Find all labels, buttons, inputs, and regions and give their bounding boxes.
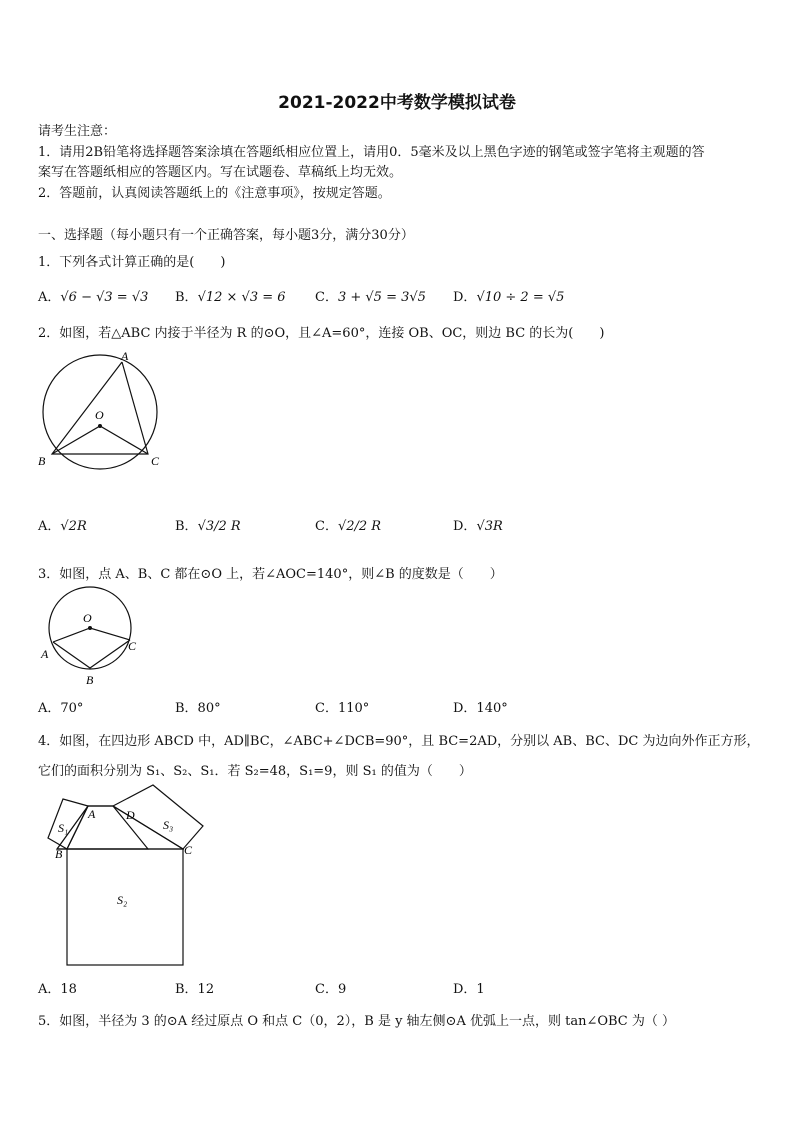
label-c: C	[184, 843, 193, 857]
option-letter: B．	[175, 290, 198, 305]
option-expr: √2/2 R	[337, 519, 382, 534]
option-expr: √6 − √3 = √3	[60, 290, 149, 305]
notice-item: 2．答题前，认真阅读答题纸上的《注意事项》，按规定答题。	[38, 186, 391, 201]
q1-option-c	[315, 286, 426, 305]
question-3-stem: 3．如图，点 A、B、C 都在⊙O 上，若∠AOC=140°，则∠B 的度数是（ ）	[38, 567, 503, 582]
label-d: D	[126, 808, 135, 822]
section-heading: 一、选择题（每小题只有一个正确答案，每小题3分，满分30分）	[38, 228, 414, 243]
label-o: O	[95, 408, 104, 422]
question-1-stem: 1．下列各式计算正确的是( )	[38, 255, 226, 270]
label-c: C	[128, 639, 137, 653]
option-letter: B．	[175, 519, 198, 534]
q1-option-d	[453, 286, 564, 305]
option-letter: A．	[38, 290, 61, 305]
question-5-stem: 5．如图，半径为 3 的⊙A 经过原点 O 和点 C（0，2），B 是 y 轴左侧⊙A 优弧上一点，则 tan∠OBC 为（ ）	[38, 1014, 676, 1029]
q1-option-a	[38, 286, 148, 305]
q3-circle-figure	[36, 586, 146, 690]
label-a: A	[121, 349, 129, 363]
q4-option-c: C．9	[315, 982, 347, 997]
label-s3: S₃	[163, 818, 174, 832]
label-c: C	[151, 454, 160, 468]
center-point	[88, 626, 92, 630]
question-4-stem-line-2: 它们的面积分别为 S₁、S₂、S₁．若 S₂=48，S₁=9，则 S₁ 的值为（ ）	[38, 764, 472, 779]
option-letter: A．	[38, 519, 61, 534]
option-expr: √2R	[60, 519, 87, 534]
edge-ab	[67, 806, 88, 849]
option-letter: C．	[315, 290, 338, 305]
label-a: A	[41, 647, 49, 661]
q3-option-b: B．80°	[175, 701, 221, 716]
option-letter: C．	[315, 519, 338, 534]
page-title: 2021-2022中考数学模拟试卷	[278, 93, 516, 113]
radii-oa-oc	[53, 628, 130, 642]
option-expr: √3/2 R	[197, 519, 241, 534]
option-letter: D．	[453, 519, 477, 534]
label-a: A	[88, 807, 96, 821]
q3-option-c: C．110°	[315, 701, 370, 716]
q2-option-a	[38, 515, 87, 534]
radii-ob-oc	[52, 426, 148, 454]
q4-option-a: A．18	[38, 982, 77, 997]
question-4-stem-line-1: 4．如图，在四边形 ABCD 中，AD∥BC，∠ABC+∠DCB=90°，且 BC=2AD，分别以 AB、BC、DC 为边向外作正方形，	[38, 734, 760, 749]
label-s2: S₂	[117, 893, 128, 907]
option-expr: √3R	[476, 519, 503, 534]
square-s2	[67, 849, 183, 965]
q4-option-b: B．12	[175, 982, 215, 997]
notice-item: 1．请用2B铅笔将选择题答案涂填在答题纸相应位置上，请用0．5毫米及以上黑色字迹的钢笔或签字笔将主观题的答	[38, 145, 705, 160]
label-o: O	[83, 611, 92, 625]
label-s1: S₁	[58, 821, 69, 835]
q2-option-c	[315, 515, 381, 534]
label-b: B	[38, 454, 46, 468]
q3-option-a: A．70°	[38, 701, 84, 716]
question-2-stem: 2．如图，若△ABC 内接于半径为 R 的⊙O，且∠A=60°，连接 OB、OC，则边 BC 的长为( )	[38, 326, 605, 341]
q2-option-b	[175, 515, 241, 534]
q4-squares-figure	[40, 782, 220, 972]
chords-ab-bc	[53, 640, 130, 668]
notice-heading: 请考生注意：	[38, 124, 117, 139]
center-point	[98, 424, 102, 428]
q4-option-d: D．1	[453, 982, 485, 997]
option-expr: √12 × √3 = 6	[197, 290, 286, 305]
option-expr: √10 ÷ 2 = √5	[476, 290, 565, 305]
q1-option-b	[175, 286, 286, 305]
label-b: B	[86, 673, 94, 687]
option-expr: 3 + √5 = 3√5	[337, 290, 426, 305]
label-b: B	[55, 847, 63, 861]
q2-circle-figure	[34, 348, 174, 476]
q2-option-d	[453, 515, 503, 534]
q3-option-d: D．140°	[453, 701, 508, 716]
option-letter: D．	[453, 290, 477, 305]
notice-item: 案写在答题纸相应的答题区内。写在试题卷、草稿纸上均无效。	[38, 165, 403, 180]
